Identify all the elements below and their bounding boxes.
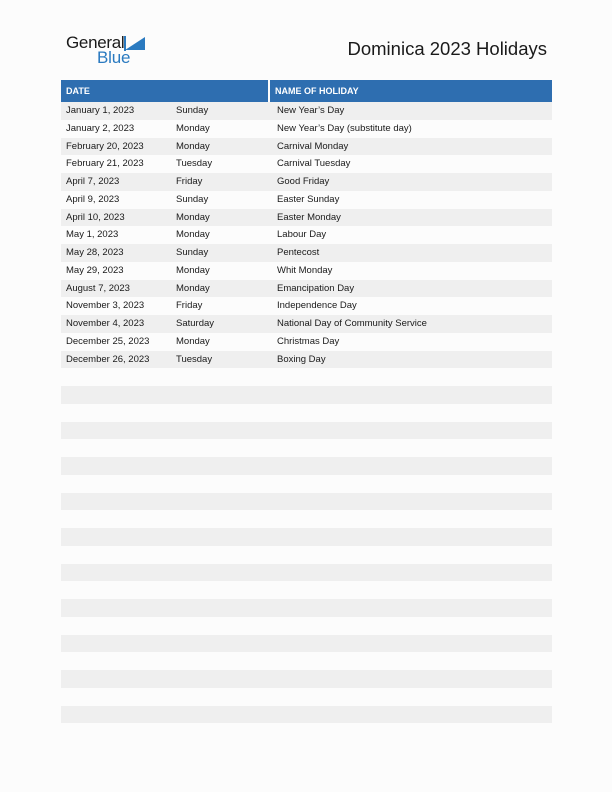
cell-weekday <box>171 617 272 635</box>
cell-weekday <box>171 386 272 404</box>
cell-weekday: Friday <box>176 176 203 187</box>
empty-table-row <box>61 475 552 493</box>
cell-holiday-name: New Year’s Day <box>277 105 345 116</box>
cell-date <box>61 652 171 670</box>
empty-table-row <box>61 564 552 582</box>
cell-weekday: Sunday <box>176 193 209 205</box>
cell-date: May 1, 2023 <box>66 229 119 241</box>
cell-holiday-name: Easter Sunday <box>277 193 340 205</box>
empty-table-row <box>61 723 552 741</box>
cell-holiday-name: Boxing Day <box>277 353 326 365</box>
table-row <box>61 244 552 262</box>
cell-holiday-name: Independence Day <box>277 300 357 312</box>
cell-weekday <box>171 581 272 599</box>
cell-date: February 21, 2023 <box>66 158 144 170</box>
cell-holiday-name <box>272 439 552 457</box>
cell-weekday: Monday <box>176 122 210 134</box>
cell-weekday: Tuesday <box>176 353 213 365</box>
cell-date: December 25, 2023 <box>66 335 150 347</box>
cell-holiday-name: Christmas Day <box>277 335 340 347</box>
empty-table-row <box>61 510 552 528</box>
cell-holiday-name <box>272 617 552 635</box>
cell-weekday <box>171 493 272 511</box>
cell-weekday <box>171 528 272 546</box>
empty-table-row <box>61 493 552 511</box>
cell-weekday: Saturday <box>176 318 215 329</box>
cell-date <box>61 475 171 493</box>
table-header <box>61 80 552 102</box>
empty-table-row <box>61 439 552 457</box>
cell-weekday <box>171 422 272 440</box>
table-row <box>61 280 552 298</box>
cell-date <box>61 617 171 635</box>
cell-holiday-name <box>272 546 552 564</box>
cell-weekday: Monday <box>176 211 210 223</box>
cell-holiday-name: Easter Monday <box>277 211 341 223</box>
table-row <box>61 155 552 173</box>
cell-date <box>61 493 171 511</box>
cell-date <box>61 404 171 422</box>
cell-weekday: Sunday <box>176 105 209 116</box>
cell-date: April 10, 2023 <box>66 211 125 223</box>
cell-date <box>61 439 171 457</box>
table-row <box>61 297 552 315</box>
empty-table-row <box>61 404 552 422</box>
cell-date: January 1, 2023 <box>66 105 135 116</box>
empty-table-row <box>61 599 552 617</box>
table-row <box>61 191 552 209</box>
empty-table-row <box>61 528 552 546</box>
cell-date: November 3, 2023 <box>66 300 145 312</box>
cell-holiday-name: Pentecost <box>277 247 320 258</box>
cell-date <box>61 422 171 440</box>
empty-table-row <box>61 422 552 440</box>
cell-date: December 26, 2023 <box>66 353 150 365</box>
table-row <box>61 351 552 369</box>
table-row <box>61 315 552 333</box>
cell-date: January 2, 2023 <box>66 122 135 134</box>
cell-holiday-name <box>272 723 552 741</box>
cell-holiday-name: National Day of Community Service <box>277 318 427 329</box>
cell-weekday <box>171 652 272 670</box>
cell-holiday-name <box>272 564 552 582</box>
cell-date: August 7, 2023 <box>66 282 130 294</box>
cell-date <box>61 688 171 706</box>
table-row <box>61 138 552 156</box>
logo-text-blue: Blue <box>97 48 131 67</box>
table-row <box>61 120 552 138</box>
cell-holiday-name <box>272 670 552 688</box>
holiday-table <box>61 80 552 741</box>
table-row <box>61 209 552 227</box>
cell-holiday-name <box>272 404 552 422</box>
cell-weekday <box>171 457 272 475</box>
cell-date: April 7, 2023 <box>66 176 120 187</box>
table-row <box>61 173 552 191</box>
cell-weekday: Sunday <box>176 247 209 258</box>
cell-weekday <box>171 635 272 653</box>
cell-weekday <box>171 688 272 706</box>
cell-weekday: Monday <box>176 282 210 294</box>
cell-date: February 20, 2023 <box>66 140 144 152</box>
cell-date <box>61 510 171 528</box>
empty-table-row <box>61 688 552 706</box>
cell-holiday-name <box>272 475 552 493</box>
cell-holiday-name <box>272 386 552 404</box>
empty-table-row <box>61 652 552 670</box>
cell-holiday-name: New Year’s Day (substitute day) <box>277 122 412 134</box>
cell-date <box>61 635 171 653</box>
cell-date: May 29, 2023 <box>66 264 124 276</box>
cell-holiday-name <box>272 422 552 440</box>
cell-holiday-name <box>272 457 552 475</box>
cell-holiday-name <box>272 635 552 653</box>
cell-weekday <box>171 439 272 457</box>
cell-date <box>61 599 171 617</box>
cell-weekday: Tuesday <box>176 158 213 170</box>
empty-table-row <box>61 617 552 635</box>
column-header-name: NAME OF HOLIDAY <box>275 86 359 96</box>
cell-weekday <box>171 723 272 741</box>
cell-date <box>61 386 171 404</box>
cell-weekday: Monday <box>176 140 210 152</box>
table-body <box>61 102 552 741</box>
cell-weekday <box>171 599 272 617</box>
cell-weekday: Monday <box>176 264 210 276</box>
cell-holiday-name <box>272 652 552 670</box>
cell-date <box>61 546 171 564</box>
cell-holiday-name <box>272 706 552 724</box>
empty-table-row <box>61 457 552 475</box>
table-row <box>61 102 552 120</box>
cell-date <box>61 528 171 546</box>
cell-holiday-name <box>272 599 552 617</box>
cell-holiday-name <box>272 528 552 546</box>
cell-holiday-name <box>272 688 552 706</box>
cell-weekday <box>171 564 272 582</box>
column-header-date: DATE <box>61 80 270 102</box>
empty-table-row <box>61 635 552 653</box>
cell-date: May 28, 2023 <box>66 247 124 258</box>
cell-weekday <box>171 475 272 493</box>
empty-table-row <box>61 706 552 724</box>
page-title: Dominica 2023 Holidays <box>347 38 547 59</box>
empty-table-row <box>61 546 552 564</box>
empty-table-row <box>61 581 552 599</box>
cell-date <box>61 723 171 741</box>
cell-weekday <box>171 510 272 528</box>
cell-holiday-name: Good Friday <box>277 176 330 187</box>
cell-holiday-name: Carnival Monday <box>277 140 349 152</box>
cell-date <box>61 564 171 582</box>
logo-text-general: General <box>66 33 125 52</box>
empty-table-row <box>61 386 552 404</box>
cell-weekday: Friday <box>176 300 203 312</box>
cell-date <box>61 670 171 688</box>
cell-date <box>61 581 171 599</box>
cell-holiday-name: Labour Day <box>277 229 327 241</box>
cell-weekday <box>171 706 272 724</box>
table-row <box>61 333 552 351</box>
cell-weekday: Monday <box>176 335 210 347</box>
cell-holiday-name <box>272 510 552 528</box>
cell-holiday-name: Emancipation Day <box>277 282 355 294</box>
cell-weekday <box>171 546 272 564</box>
cell-holiday-name <box>272 493 552 511</box>
table-row <box>61 262 552 280</box>
cell-date <box>61 457 171 475</box>
cell-weekday <box>171 404 272 422</box>
cell-weekday <box>171 670 272 688</box>
empty-table-row <box>61 670 552 688</box>
cell-holiday-name: Carnival Tuesday <box>277 158 351 170</box>
cell-weekday: Monday <box>176 229 210 241</box>
cell-holiday-name <box>272 581 552 599</box>
cell-date: November 4, 2023 <box>66 318 145 329</box>
cell-weekday <box>171 368 272 386</box>
cell-date: April 9, 2023 <box>66 193 120 205</box>
table-row <box>61 226 552 244</box>
cell-date <box>61 706 171 724</box>
cell-holiday-name: Whit Monday <box>277 264 333 276</box>
cell-holiday-name <box>272 368 552 386</box>
cell-date <box>61 368 171 386</box>
empty-table-row <box>61 368 552 386</box>
logo <box>66 33 156 69</box>
